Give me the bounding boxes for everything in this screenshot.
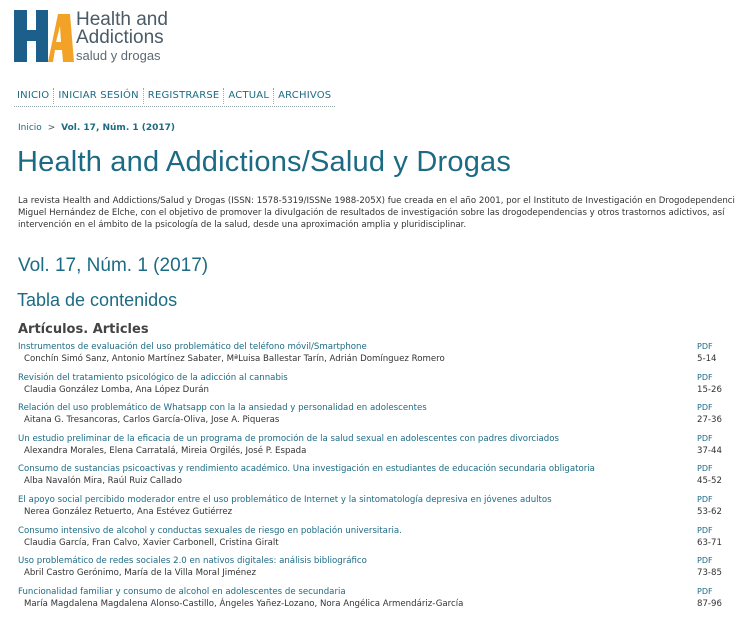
article-authors: Conchín Simó Sanz, Antonio Martínez Sabater, MªLuisa Ballestar Tarín, Adrián Domínguez Romero <box>24 354 445 364</box>
article-pdf-link[interactable]: PDF <box>697 464 713 473</box>
article-item <box>0 434 751 464</box>
article-title-link[interactable]: Consumo de sustancias psicoactivas y rendimiento académico. Una investigación en estudiantes de educación secundaria obligatoria <box>18 464 595 474</box>
article-title-link[interactable]: Un estudio preliminar de la eficacia de un programa de promoción de la salud sexual en adolescentes con padres divorciados <box>18 433 559 444</box>
article-pdf-link[interactable]: PDF <box>697 372 713 382</box>
nav-actual[interactable]: ACTUAL <box>223 88 273 104</box>
description-line-2: Miguel Hernández de Elche, con el objetivo de promover la divulgación de resultados de investigación sobre las drogodependencias y otros trastornos adictivos, así <box>18 208 725 218</box>
nav-archivos[interactable]: ARCHIVOS <box>273 88 335 104</box>
toc-title: Tabla de contenidos <box>17 290 178 310</box>
article-pages: 73-85 <box>697 568 722 578</box>
article-title-link[interactable]: Uso problemático de redes sociales 2.0 en nativos digitales: análisis bibliográfico <box>18 556 367 566</box>
article-pdf-link[interactable]: PDF <box>697 403 713 412</box>
article-title-link[interactable]: Funcionalidad familiar y consumo de alcohol en adolescentes de secundaria <box>18 587 346 597</box>
issue-title: Vol. 17, Núm. 1 (2017) <box>18 255 209 276</box>
article-pdf-link[interactable]: PDF <box>697 526 713 535</box>
logo-line-2: Addictions <box>76 27 164 48</box>
article-authors: Claudia González Lomba, Ana López Durán <box>24 384 209 395</box>
logo-line-3: salud y drogas <box>76 48 161 63</box>
logo-line-1: Health and <box>76 9 168 30</box>
nav-iniciar-sesion[interactable]: INICIAR SESIÓN <box>53 88 142 104</box>
article-pages: 15-26 <box>697 384 722 395</box>
article-title-link[interactable]: Consumo intensivo de alcohol y conductas sexuales de riesgo en población universitaria. <box>18 526 402 536</box>
breadcrumb-current[interactable]: Vol. 17, Núm. 1 (2017) <box>61 123 176 133</box>
article-authors: Abril Castro Gerónimo, María de la Villa Moral Jiménez <box>24 568 257 578</box>
section-title: Artículos. Articles <box>18 322 149 337</box>
article-pages: 53-62 <box>697 507 722 517</box>
article-item <box>0 526 751 556</box>
page-title: Health and Addictions/Salud y Drogas <box>17 146 512 178</box>
article-pages: 27-36 <box>697 415 722 425</box>
article-title-link[interactable]: El apoyo social percibido moderador entre el uso problemático de Internet y la sintomatología depresiva en jóvenes adultos <box>18 495 552 505</box>
article-pdf-link[interactable]: PDF <box>697 342 713 351</box>
article-authors: Nerea González Retuerto, Ana Estévez Gutiérrez <box>24 507 233 517</box>
nav-inicio[interactable]: INICIO <box>17 90 50 101</box>
article-pages: 45-52 <box>697 476 722 486</box>
article-item <box>0 556 751 586</box>
article-item <box>0 403 751 433</box>
article-item <box>0 342 751 372</box>
article-authors: Claudia García, Fran Calvo, Xavier Carbonell, Cristina Giralt <box>24 538 279 548</box>
article-authors: Aitana G. Tresancoras, Carlos García-Oliva, Jose A. Piqueras <box>24 415 280 425</box>
article-item <box>0 373 751 403</box>
main-nav <box>14 88 335 107</box>
article-pdf-link[interactable]: PDF <box>697 556 713 565</box>
article-pdf-link[interactable]: PDF <box>697 433 713 443</box>
breadcrumb <box>18 123 175 133</box>
article-pdf-link[interactable]: PDF <box>697 495 713 504</box>
article-item <box>0 495 751 525</box>
article-pdf-link[interactable]: PDF <box>697 587 713 596</box>
article-title-link[interactable]: Relación del uso problemático de Whatsapp con la la ansiedad y personalidad en adolescentes <box>18 403 427 413</box>
description-line-3: intervención en el ámbito de la psicología de la salud, desde una aproximación amplia y pluridisciplinar. <box>18 220 467 230</box>
article-pages: 5-14 <box>697 354 717 364</box>
article-pages: 37-44 <box>697 445 722 456</box>
article-title-link[interactable]: Instrumentos de evaluación del uso problemático del teléfono móvil/Smartphone <box>18 342 367 352</box>
description-line-1: La revista Health and Addictions/Salud y Drogas (ISSN: 1578-5319/ISSNe 1988-205X) fue creada en el año 2001, por el Instituto de Investigación en Drogodependenci <box>18 196 735 206</box>
logo-mark-icon <box>14 10 74 62</box>
breadcrumb-separator: > <box>47 123 56 133</box>
site-logo[interactable] <box>14 10 174 62</box>
article-authors: Alba Navalón Mira, Raúl Ruiz Callado <box>24 476 182 486</box>
journal-description <box>18 195 751 231</box>
article-item <box>0 587 751 617</box>
breadcrumb-home[interactable]: Inicio <box>18 123 42 133</box>
nav-registrarse[interactable]: REGISTRARSE <box>143 88 224 104</box>
article-pages: 87-96 <box>697 599 722 609</box>
article-authors: María Magdalena Magdalena Alonso-Castillo, Ángeles Yañez-Lozano, Nora Angélica Armendáriz-García <box>24 599 464 609</box>
article-pages: 63-71 <box>697 538 722 548</box>
article-title-link[interactable]: Revisión del tratamiento psicológico de la adicción al cannabis <box>18 372 288 383</box>
article-authors: Alexandra Morales, Elena Carratalá, Mireia Orgilés, José P. Espada <box>24 445 307 456</box>
article-item <box>0 464 751 494</box>
